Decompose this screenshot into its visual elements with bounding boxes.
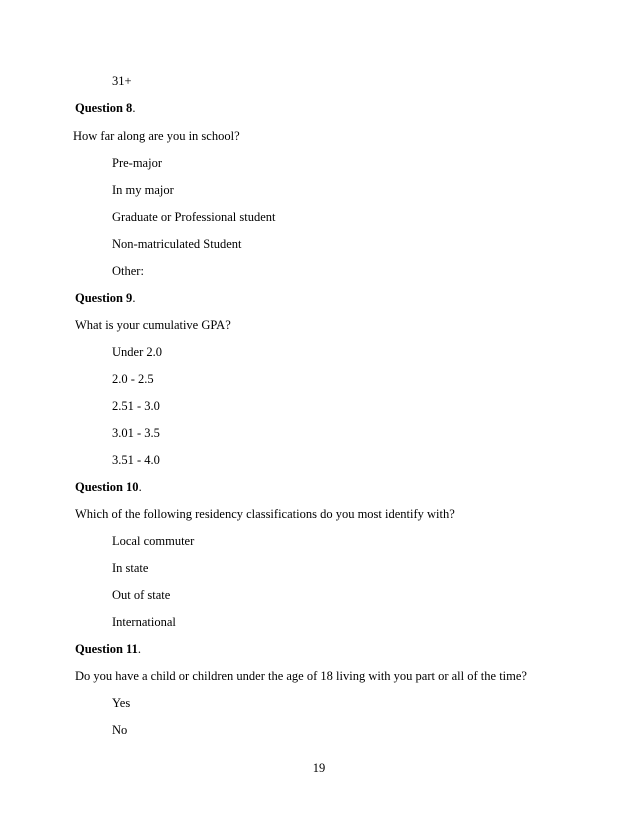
question-10-heading [75, 481, 142, 494]
answer-option: No [112, 723, 128, 737]
question-9-text: What is your cumulative GPA? [75, 318, 231, 332]
answer-option: Non-matriculated Student [112, 237, 242, 251]
question-8-label: Question 8 [75, 101, 133, 115]
question-8-heading [75, 102, 135, 115]
question-9-period: . [132, 291, 136, 305]
answer-option: Under 2.0 [112, 345, 162, 359]
question-11-text: Do you have a child or children under the age of 18 living with you part or all of the time? [75, 669, 527, 683]
question-11-period: . [137, 642, 141, 656]
question-8-period: . [132, 101, 136, 115]
answer-option: Other: [112, 264, 144, 278]
page-number: 19 [312, 761, 326, 775]
question-10-period: . [138, 480, 142, 494]
answer-option: Graduate or Professional student [112, 210, 276, 224]
answer-option: In state [112, 561, 149, 575]
answer-option: 3.01 - 3.5 [112, 426, 160, 440]
question-9-heading [75, 292, 135, 305]
answer-option: Pre-major [112, 156, 162, 170]
answer-option-31-plus: 31+ [112, 74, 132, 88]
question-10-label: Question 10 [75, 480, 139, 494]
answer-option: 3.51 - 4.0 [112, 453, 160, 467]
answer-option: 2.51 - 3.0 [112, 399, 160, 413]
answer-option: Local commuter [112, 534, 195, 548]
answer-option: In my major [112, 183, 174, 197]
answer-option: 2.0 - 2.5 [112, 372, 154, 386]
question-11-label: Question 11 [75, 642, 138, 656]
answer-option: Out of state [112, 588, 171, 602]
question-8-text: How far along are you in school? [73, 129, 240, 143]
answer-option: Yes [112, 696, 131, 710]
answer-option: International [112, 615, 176, 629]
question-11-heading [75, 643, 141, 656]
question-10-text: Which of the following residency classifications do you most identify with? [75, 507, 455, 521]
question-9-label: Question 9 [75, 291, 133, 305]
